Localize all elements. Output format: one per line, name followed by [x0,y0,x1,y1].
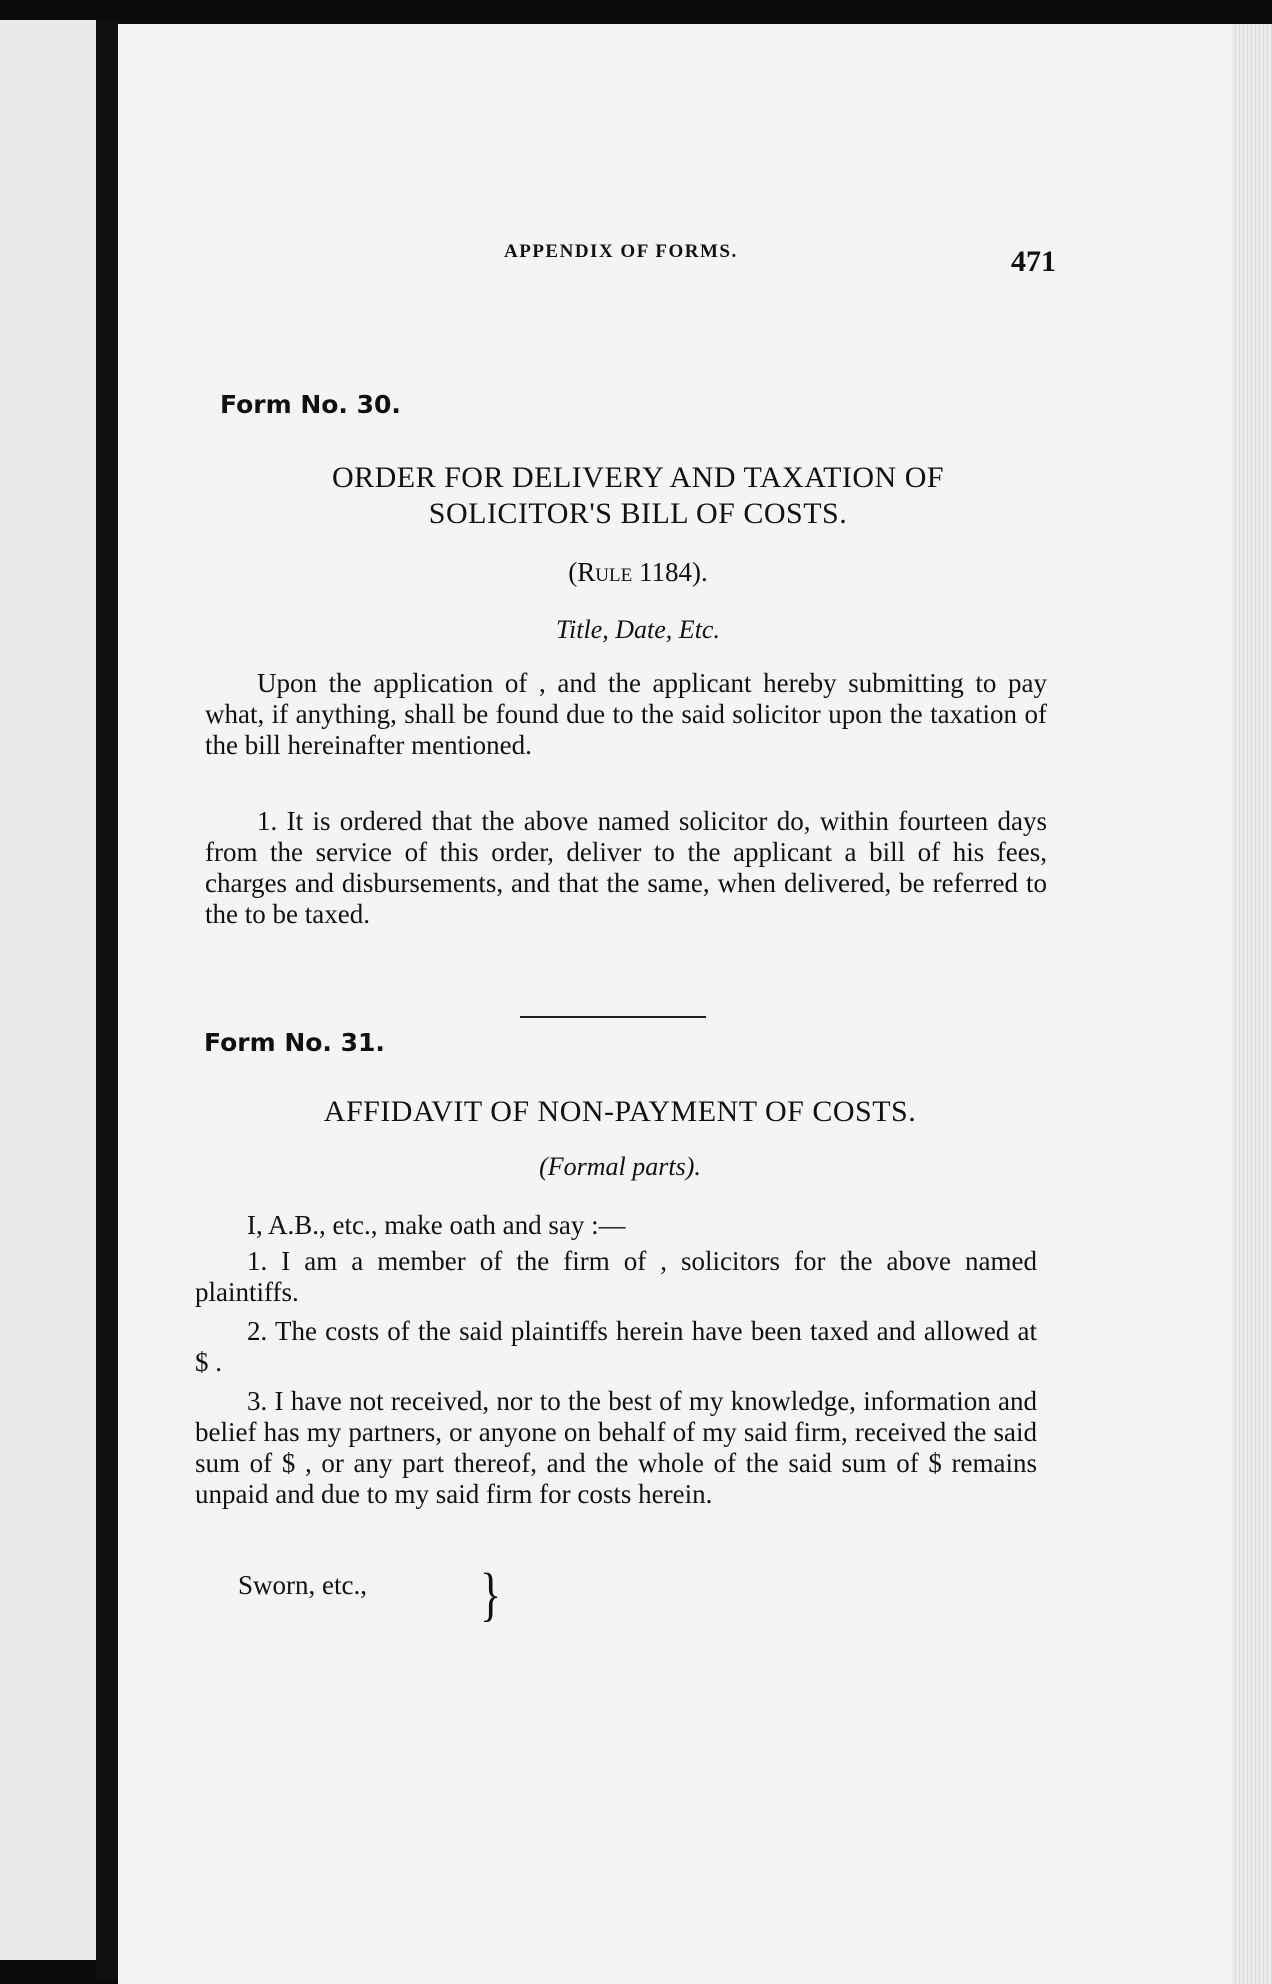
rule-word: Rule [577,557,633,587]
page-number: 471 [1011,245,1056,278]
form-31-intro: I, A.B., etc., make oath and say :— [247,1210,626,1240]
running-head: APPENDIX OF FORMS. [504,241,738,262]
form-31-title: AFFIDAVIT OF NON-PAYMENT OF COSTS. [323,1095,917,1128]
jurat-brace: } [480,1561,502,1628]
form-30-paragraph-1: Upon the application of , and the applicant hereby submitting to pay what, if anything, shall be found due to the said solicitor upon the taxation of the bill hereinafter mentioned. [205,668,1047,760]
sworn-clause: Sworn, etc., [238,1570,367,1600]
form-31-paragraph-3: 3. I have not received, nor to the best of my knowledge, information and belief has my partners, or anyone on behalf of my said firm, received the said sum of $ , or any part thereof, and the whole of the said sum of $ remains unpaid and due to my said firm for costs herein. [195,1386,1037,1509]
page-fore-edge [1232,24,1272,1984]
form-30-number: Form No. 30. [220,390,401,419]
rule-open-paren: ( [568,557,578,587]
form-31-paragraph-1: 1. I am a member of the firm of , solicitors for the above named plaintiffs. [195,1246,1037,1307]
book-page [118,24,1272,1984]
form-30-title-line-1: ORDER FOR DELIVERY AND TAXATION OF [331,461,945,494]
formal-parts: (Formal parts). [539,1152,701,1181]
form-31-subheading [200,1152,1040,1182]
form-30-subheading: Title, Date, Etc. [556,615,720,644]
form-30-title-line-2: SOLICITOR'S BILL OF COSTS. [428,497,848,530]
facing-page-edge [0,20,96,1960]
form-30-paragraph-2: 1. It is ordered that the above named solicitor do, within fourteen days from the service of this order, deliver to the applicant a bill of his fees, charges and disbursements, and that the same, when delivered, be referred to the to be taxed. [205,806,1047,929]
form-31-number: Form No. 31. [204,1028,385,1057]
form-31-paragraph-2: 2. The costs of the said plaintiffs herein have been taxed and allowed at $ . [195,1316,1037,1377]
form-30-rule-reference [218,557,1058,588]
rule-number: 1184). [632,557,708,587]
section-divider [520,1016,706,1018]
book-gutter [96,20,118,1980]
